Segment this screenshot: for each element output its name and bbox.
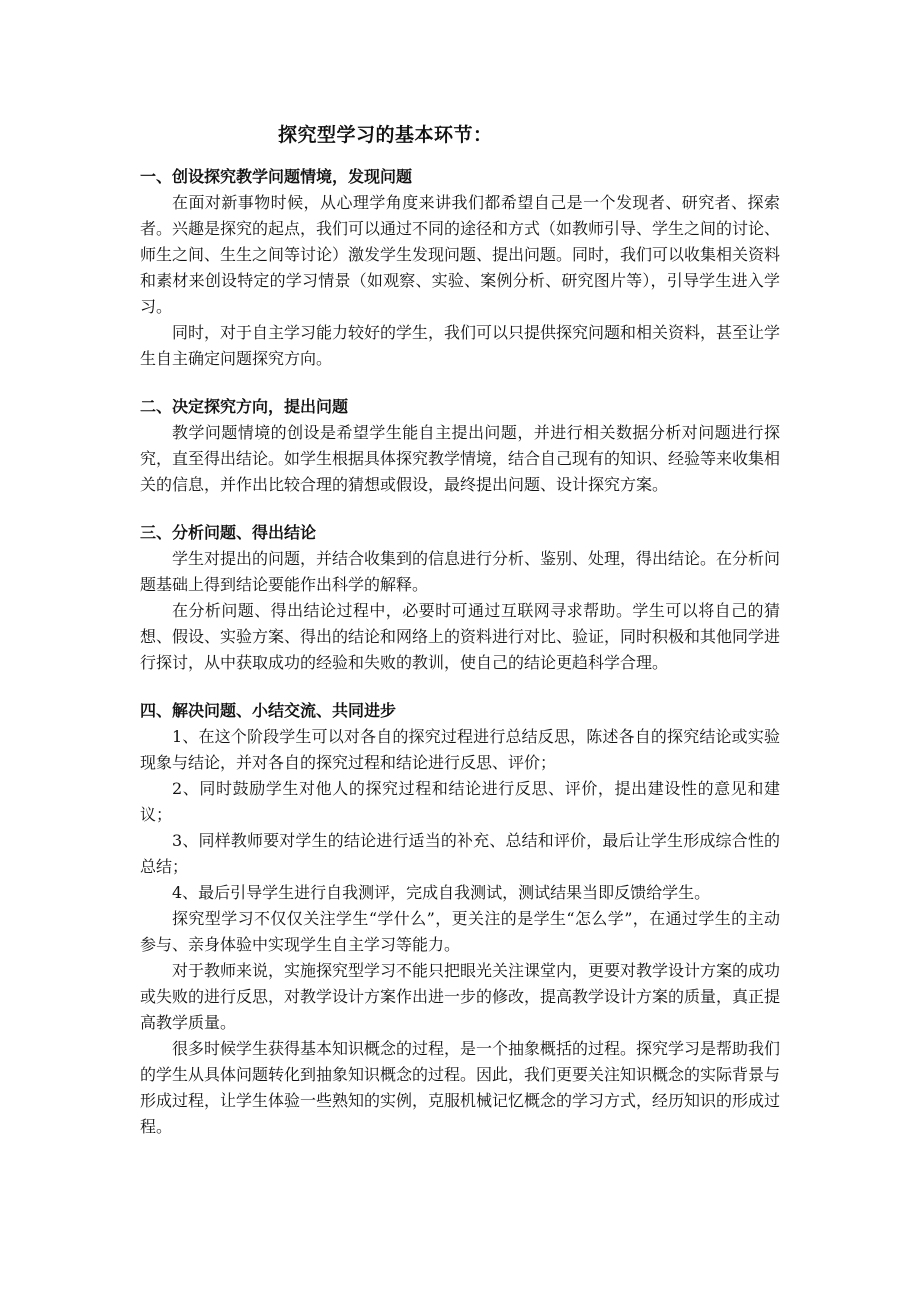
paragraph: 3、同样教师要对学生的结论进行适当的补充、总结和评价，最后让学生形成综合性的总结； bbox=[140, 831, 780, 876]
section-2 bbox=[140, 394, 780, 498]
paragraph: 教学问题情境的创设是希望学生能自主提出问题，并进行相关数据分析对问题进行探究，直至得出结论。如学生根据具体探究教学情境，结合自己现有的知识、经验等来收集相关的信息，并作出比较合理的猜想或假设，最终提出问题、设计探究方案。 bbox=[140, 423, 781, 494]
paragraph: 1、在这个阶段学生可以对各自的探究过程进行总结反思，陈述各自的探究结论或实验现象与结论，并对各自的探究过程和结论进行反思、评价； bbox=[140, 727, 780, 772]
paragraph: 对于教师来说，实施探究型学习不能只把眼光关注课堂内，更要对教学设计方案的成功或失败的进行反思，对教学设计方案作出进一步的修改，提高教学设计方案的质量，真正提高教学质量。 bbox=[140, 961, 781, 1032]
paragraph: 同时，对于自主学习能力较好的学生，我们可以只提供探究问题和相关资料，甚至让学生自主确定问题探究方向。 bbox=[140, 323, 781, 368]
paragraph: 学生对提出的问题，并结合收集到的信息进行分析、鉴别、处理，得出结论。在分析问题基础上得到结论要能作出科学的解释。 bbox=[140, 549, 781, 594]
document-page bbox=[140, 120, 780, 1162]
section-heading: 二、决定探究方向，提出问题 bbox=[140, 397, 349, 416]
section-heading: 三、分析问题、得出结论 bbox=[140, 523, 317, 542]
section-3 bbox=[140, 520, 780, 676]
paragraph: 2、同时鼓励学生对他人的探究过程和结论进行反思、评价，提出建设性的意见和建议； bbox=[140, 779, 780, 824]
paragraph: 在分析问题、得出结论过程中，必要时可通过互联网寻求帮助。学生可以将自己的猜想、假设、实验方案、得出的结论和网络上的资料进行对比、验证，同时积极和其他同学进行探讨，从中获取成功的经验和失败的教训，使自己的结论更趋科学合理。 bbox=[140, 601, 781, 672]
document-title: 探究型学习的基本环节： bbox=[278, 124, 493, 146]
section-1 bbox=[140, 164, 780, 372]
paragraph: 探究型学习不仅仅关注学生“学什么”，更关注的是学生“怎么学”，在通过学生的主动参与、亲身体验中实现学生自主学习等能力。 bbox=[140, 909, 780, 954]
section-heading: 一、创设探究教学问题情境，发现问题 bbox=[140, 167, 413, 186]
paragraph: 4、最后引导学生进行自我测评，完成自我测试，测试结果当即反馈给学生。 bbox=[172, 883, 711, 902]
paragraph: 在面对新事物时候，从心理学角度来讲我们都希望自己是一个发现者、研究者、探索者。兴趣是探究的起点，我们可以通过不同的途径和方式（如教师引导、学生之间的讨论、师生之间、生生之间等讨论）激发学生发现问题、提出问题。同时，我们可以收集相关资料和素材来创设特定的学习情景（如观察、实验、案例分析、研究图片等），引导学生进入学习。 bbox=[140, 193, 781, 316]
section-4 bbox=[140, 698, 780, 1140]
section-heading: 四、解决问题、小结交流、共同进步 bbox=[140, 701, 397, 720]
paragraph: 很多时候学生获得基本知识概念的过程，是一个抽象概括的过程。探究学习是帮助我们的学生从具体问题转化到抽象知识概念的过程。因此，我们更要关注知识概念的实际背景与形成过程，让学生体验一些熟知的实例，克服机械记忆概念的学习方式，经历知识的形成过程。 bbox=[140, 1039, 781, 1136]
